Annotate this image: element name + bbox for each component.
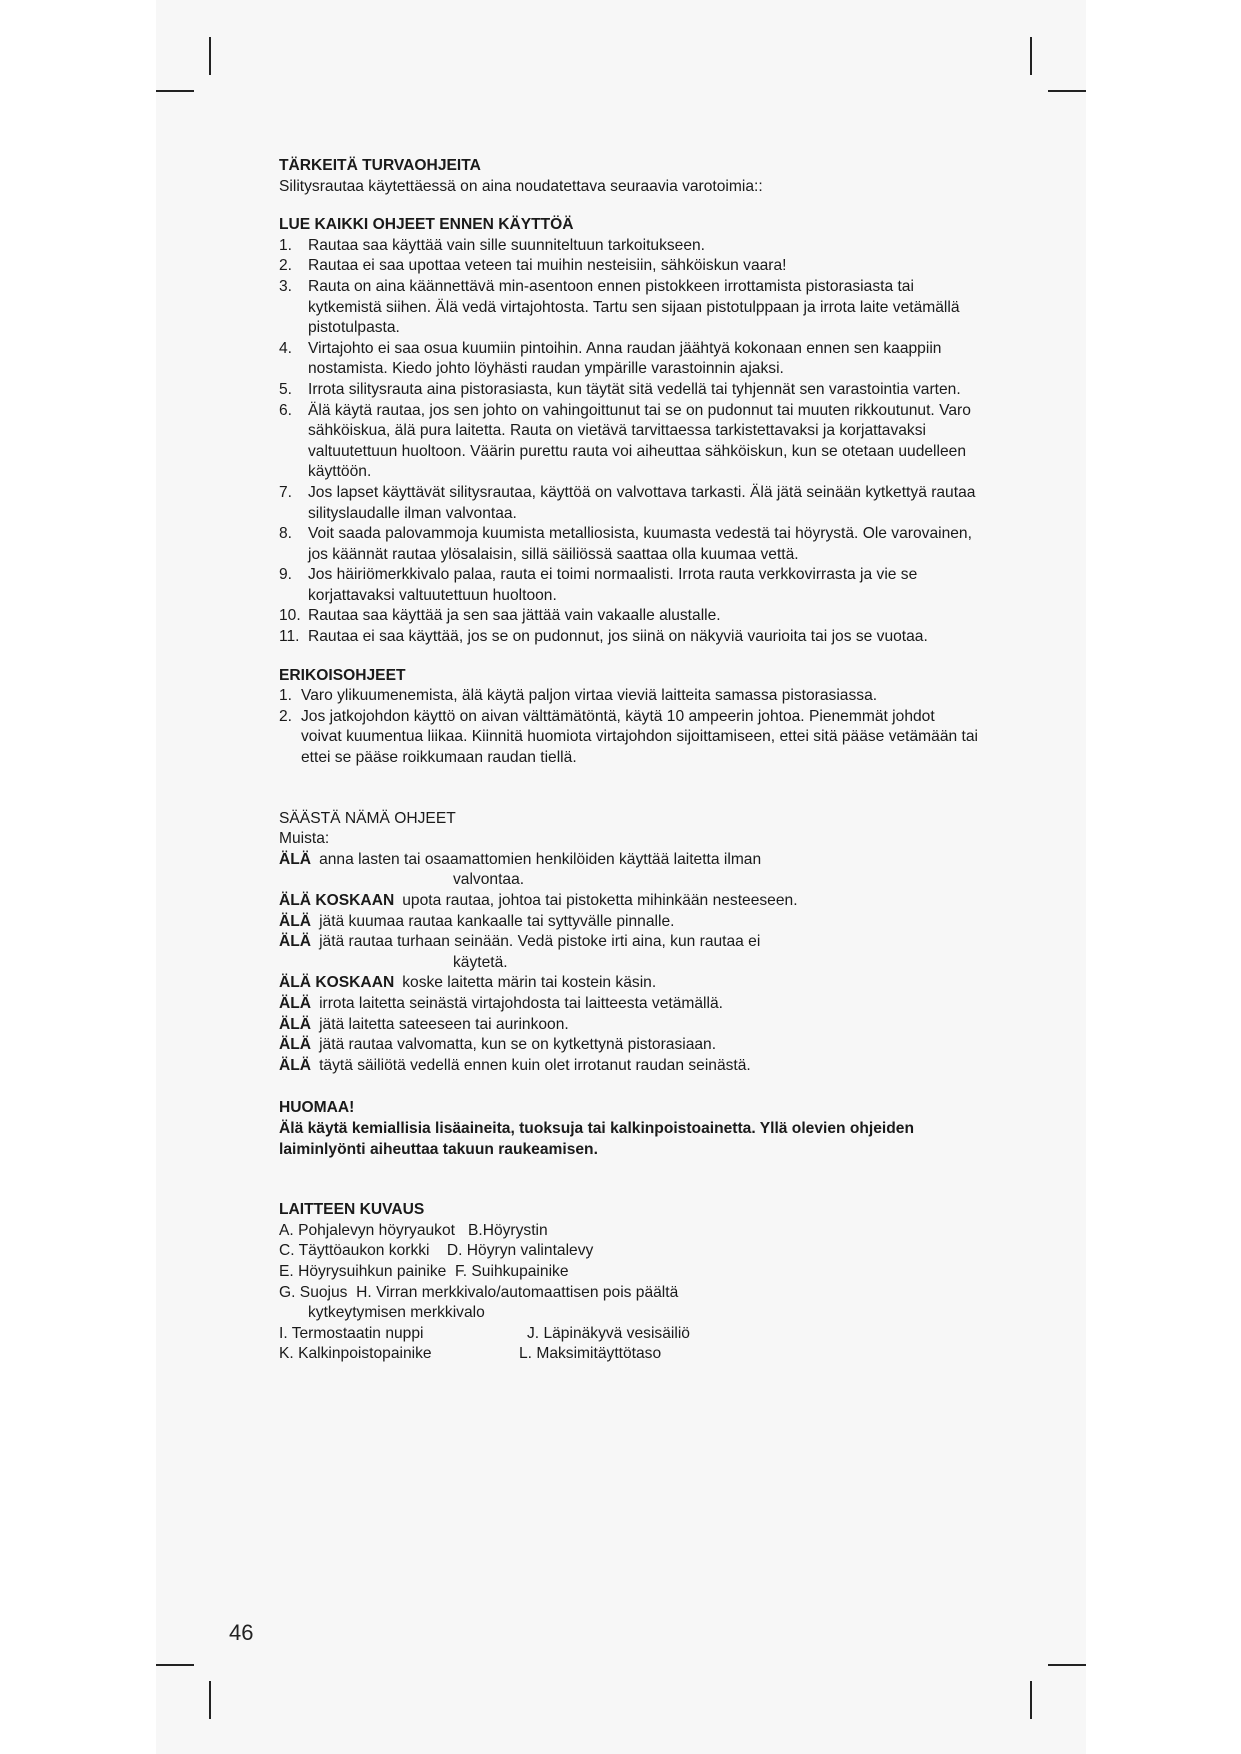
rule-item: [279, 912, 979, 933]
safety-intro: Silitysrautaa käytettäessä on aina noudatettava seuraavia varotoimia::: [279, 177, 763, 195]
save-title: SÄÄSTÄ NÄMÄ OHJEET: [279, 809, 456, 827]
item-number: 11.: [279, 628, 300, 646]
rule-continuation: käytetä.: [453, 953, 508, 971]
read-all-list: [279, 236, 979, 648]
rule-text: upota rautaa, johtoa tai pistoketta mihinkään nesteeseen.: [402, 892, 798, 909]
crop-mark-bottom-left-horizontal: [156, 1664, 194, 1666]
rule-lead: ÄLÄ: [279, 912, 312, 930]
item-text: Jos häiriömerkkivalo palaa, rauta ei toimi normaalisti. Irrota rauta verkkovirrasta ja vie se korjattavaksi valtuutettuun huoltoon.: [308, 566, 918, 604]
list-item: [279, 339, 979, 380]
read-all-title: LUE KAIKKI OHJEET ENNEN KÄYTTÖÄ: [279, 216, 574, 234]
list-item: [279, 707, 979, 769]
rule-item: [279, 973, 979, 994]
description-line-continuation: kytkeytymisen merkkivalo: [308, 1304, 485, 1322]
item-text: Voit saada palovammoja kuumista metalliosista, kuumasta vedestä tai höyrystä. Ole varovainen, jos käännät rautaa ylösalaisin, sillä säiliössä saattaa olla kuumaa vettä.: [308, 525, 972, 563]
item-text: Varo ylikuumenemista, älä käytä paljon virtaa vieviä laitteita samassa pistorasiassa.: [301, 687, 878, 705]
list-item: [279, 483, 979, 524]
list-item: [279, 686, 979, 707]
rule-item: [279, 850, 979, 891]
rule-text: täytä säiliötä vedellä ennen kuin olet irrotanut raudan seinästä.: [319, 1056, 751, 1074]
item-number: 9.: [279, 566, 293, 584]
description-line: C. Täyttöaukon korkki D. Höyryn valintalevy: [279, 1242, 594, 1260]
item-number: 2.: [279, 257, 293, 275]
remember-label: Muista:: [279, 830, 330, 848]
list-item: [279, 606, 979, 627]
item-text: Rautaa saa käyttää ja sen saa jättää vain vakaalle alustalle.: [308, 607, 721, 625]
item-number: 10.: [279, 607, 301, 625]
description-row: [279, 1324, 979, 1345]
rule-text: jätä rautaa valvomatta, kun se on kytkettynä pistorasiaan.: [319, 1036, 717, 1054]
rule-text: jätä laitetta sateeseen tai aurinkoon.: [319, 1015, 569, 1033]
page-number: 46: [229, 1620, 254, 1645]
special-list: [279, 686, 979, 768]
description-line: G. Suojus H. Virran merkkivalo/automaattisen pois päältä: [279, 1283, 679, 1301]
rule-lead: ÄLÄ KOSKAAN: [279, 892, 395, 909]
list-item: [279, 380, 979, 401]
rule-item: [279, 932, 979, 973]
list-item: [279, 524, 979, 565]
rule-text: jätä kuumaa rautaa kankaalle tai syttyvälle pinnalle.: [319, 912, 675, 930]
crop-mark-bottom-right-horizontal: [1048, 1664, 1086, 1666]
rule-lead: ÄLÄ: [279, 1056, 312, 1074]
item-text: Jos lapset käyttävät silitysrautaa, käyttöä on valvottava tarkasti. Älä jätä seinään kytkettyä rautaa silityslaudalle ilman valvontaa.: [308, 483, 976, 522]
rule-lead: ÄLÄ: [279, 1015, 312, 1033]
item-text: Irrota silitysrauta aina pistorasiasta, kun täytät sitä vedellä tai tyhjennät sen varastointia varten.: [308, 380, 961, 398]
crop-mark-top-right-horizontal: [1048, 90, 1086, 92]
rule-text: anna lasten tai osaamattomien henkilöiden käyttää laitetta ilman: [319, 850, 762, 868]
crop-mark-top-right-vertical: [1030, 37, 1032, 75]
list-item: [279, 256, 979, 277]
crop-mark-top-left-horizontal: [156, 90, 194, 92]
item-text: Rauta on aina käännettävä min-asentoon ennen pistokkeen irrottamista pistorasiasta tai kytkemistä siihen. Älä vedä virtajohtosta. Tartu sen sijaan pistotulppaan ja irrota laite vetämällä pistotulpasta.: [308, 277, 960, 337]
special-title: ERIKOISOHJEET: [279, 666, 406, 684]
description-left: I. Termostaatin nuppi: [279, 1324, 424, 1342]
note-text: Älä käytä kemiallisia lisäaineita, tuoksuja tai kalkinpoistoainetta. Yllä olevien ohjeiden laiminlyönti aiheuttaa takuun raukeamisen.: [279, 1119, 914, 1158]
item-text: Rautaa saa käyttää vain sille suunniteltuun tarkoitukseen.: [308, 236, 706, 254]
item-text: Rautaa ei saa upottaa veteen tai muihin nesteisiin, sähköiskun vaara!: [308, 257, 787, 275]
rule-item: [279, 1015, 979, 1036]
rule-text: irrota laitetta seinästä virtajohdosta tai laitteesta vetämällä.: [319, 994, 723, 1012]
list-item: [279, 627, 979, 648]
crop-mark-bottom-left-vertical: [209, 1681, 211, 1719]
item-number: 5.: [279, 380, 293, 398]
list-item: [279, 277, 979, 339]
description-title: LAITTEEN KUVAUS: [279, 1201, 425, 1219]
item-number: 6.: [279, 401, 293, 419]
note-title: HUOMAA!: [279, 1099, 355, 1117]
rule-lead: ÄLÄ: [279, 933, 312, 951]
item-number: 2.: [279, 707, 293, 725]
rule-text: koske laitetta märin tai kostein käsin.: [402, 974, 657, 992]
item-number: 3.: [279, 277, 293, 295]
crop-mark-top-left-vertical: [209, 37, 211, 75]
item-number: 1.: [279, 687, 293, 705]
rule-lead: ÄLÄ KOSKAAN: [279, 974, 395, 992]
item-number: 1.: [279, 236, 293, 254]
list-item: [279, 401, 979, 483]
description-right: L. Maksimitäyttötaso: [519, 1345, 662, 1363]
item-number: 7.: [279, 483, 293, 501]
rule-lead: ÄLÄ: [279, 1036, 312, 1054]
document-body: [279, 156, 979, 1365]
rule-item: [279, 1035, 979, 1056]
item-text: Älä käytä rautaa, jos sen johto on vahingoittunut tai se on pudonnut tai muuten rikkoutunut. Varo sähköiskua, älä pura laitetta. Rauta on vietävä tarvittaessa tarkistettavaksi ja korjattavaksi valtuutettuun huoltoon. Väärin purettu rauta voi aiheuttaa sähköiskun, kun se otetaan uudelleen käyttöön.: [308, 401, 971, 481]
list-item: [279, 236, 979, 257]
list-item: [279, 565, 979, 606]
crop-mark-bottom-right-vertical: [1030, 1681, 1032, 1719]
rule-item: [279, 994, 979, 1015]
item-text: Jos jatkojohdon käyttö on aivan välttämätöntä, käytä 10 ampeerin johtoa. Pienemmät johdot voivat kuumentua liikaa. Kiinnitä huomiota virtajohdon sijoittamiseen, ettei sitä pääse vetämään tai ettei se pääse roikkumaan raudan tiellä.: [301, 707, 978, 767]
description-row: [279, 1344, 979, 1365]
item-number: 8.: [279, 525, 293, 543]
rule-lead: ÄLÄ: [279, 850, 312, 868]
rule-item: [279, 891, 979, 912]
rule-item: [279, 1056, 979, 1077]
rule-text: jätä rautaa turhaan seinään. Vedä pistoke irti aina, kun rautaa ei: [319, 933, 761, 951]
item-text: Virtajohto ei saa osua kuumiin pintoihin. Anna raudan jäähtyä kokonaan ennen sen kaappiin nostamista. Kiedo johto löyhästi raudan ympärille varastoinnin ajaksi.: [308, 339, 942, 378]
rules-list: [279, 850, 979, 1077]
rule-lead: ÄLÄ: [279, 994, 312, 1012]
item-number: 4.: [279, 339, 293, 357]
description-left: K. Kalkinpoistopainike: [279, 1345, 432, 1363]
safety-title: TÄRKEITÄ TURVAOHJEITA: [279, 157, 481, 174]
description-line: A. Pohjalevyn höyryaukot B.Höyrystin: [279, 1221, 548, 1239]
rule-continuation: valvontaa.: [453, 871, 525, 889]
description-right: J. Läpinäkyvä vesisäiliö: [527, 1324, 690, 1342]
item-text: Rautaa ei saa käyttää, jos se on pudonnut, jos siinä on näkyviä vaurioita tai jos se vuotaa.: [308, 628, 928, 646]
description-line: E. Höyrysuihkun painike F. Suihkupainike: [279, 1262, 569, 1280]
